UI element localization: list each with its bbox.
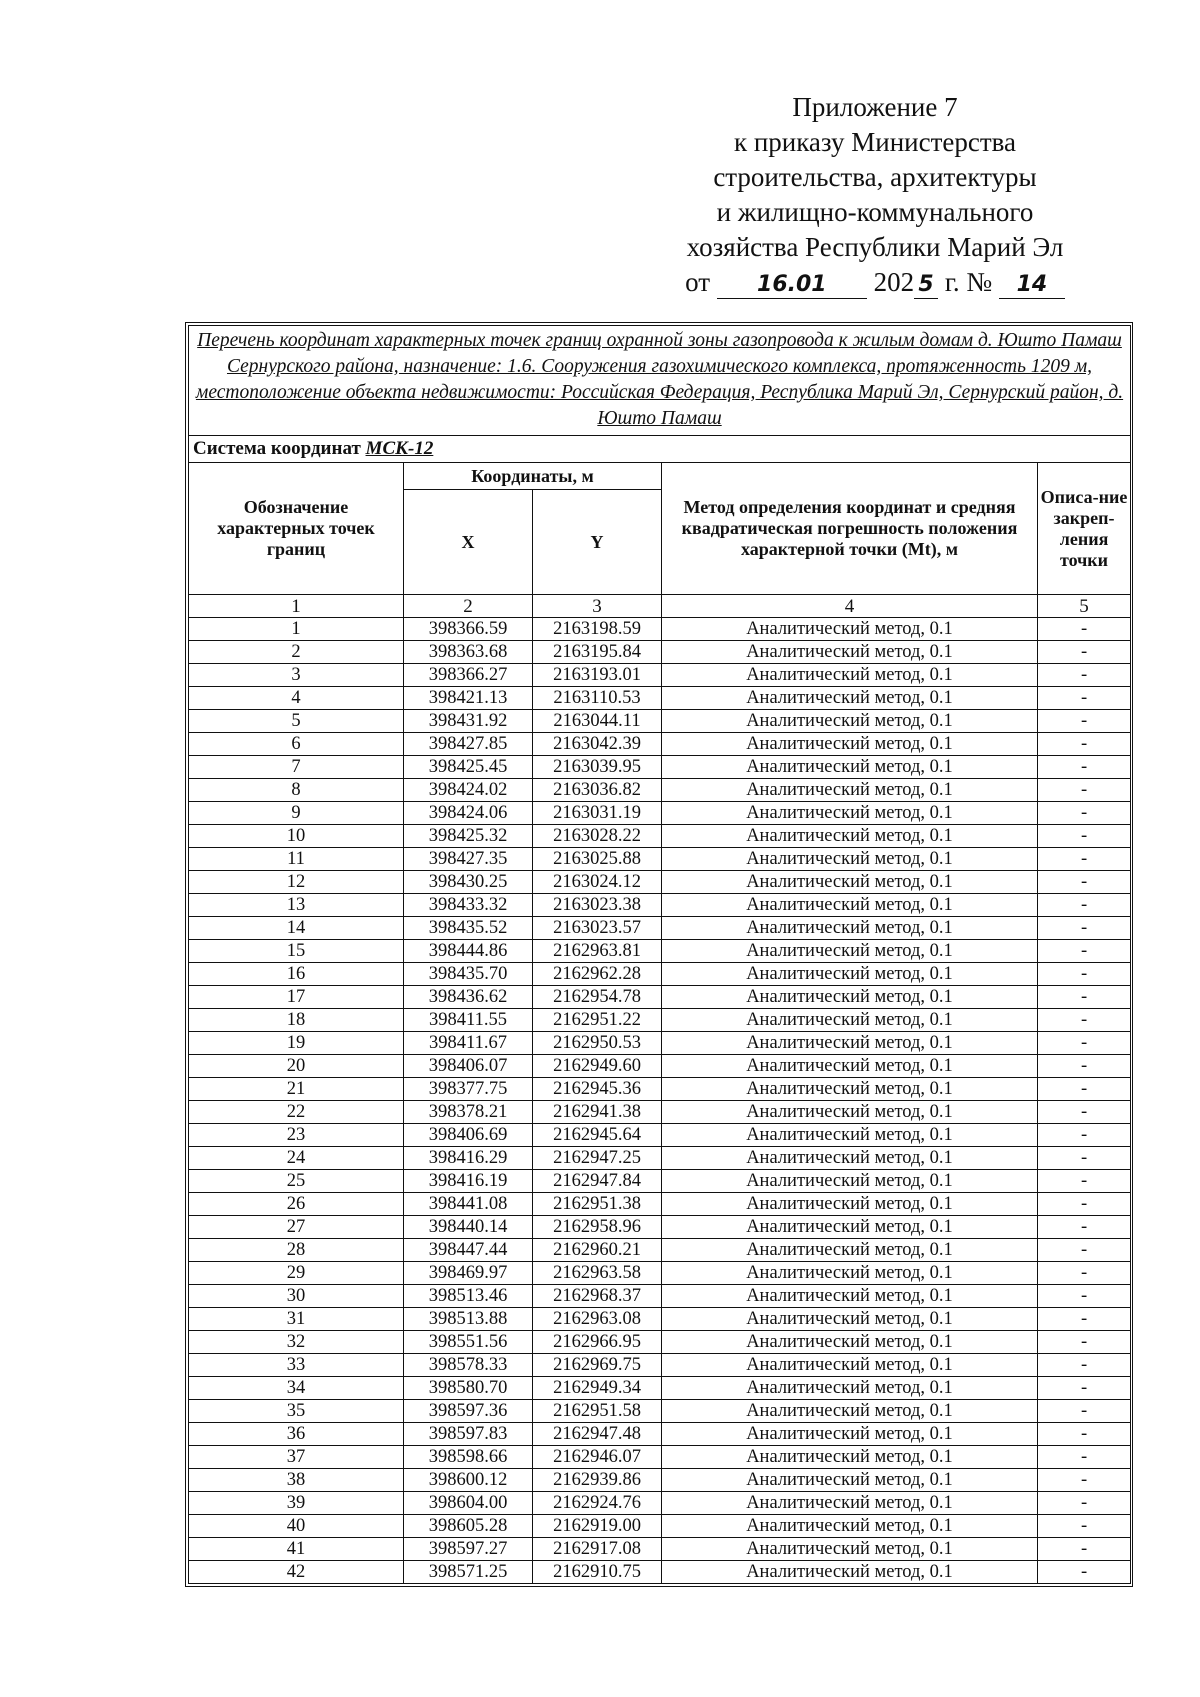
x-coordinate-cell: 398597.27 <box>404 1538 533 1561</box>
y-coordinate-cell: 2162945.36 <box>533 1078 662 1101</box>
method-cell: Аналитический метод, 0.1 <box>662 1400 1038 1423</box>
x-coordinate-cell: 398416.29 <box>404 1147 533 1170</box>
y-coordinate-cell: 2163024.12 <box>533 871 662 894</box>
column-number: 5 <box>1038 595 1131 618</box>
x-coordinate-cell: 398597.36 <box>404 1400 533 1423</box>
table-row <box>189 1561 1131 1584</box>
handwritten-year-digit: 5 <box>914 272 938 299</box>
coordinate-system-label: Система координат <box>193 438 361 459</box>
point-number-cell: 38 <box>189 1469 404 1492</box>
y-coordinate-cell: 2163193.01 <box>533 664 662 687</box>
method-cell: Аналитический метод, 0.1 <box>662 756 1038 779</box>
table-row <box>189 848 1131 871</box>
order-date-line <box>640 265 1110 300</box>
x-coordinate-cell: 398424.06 <box>404 802 533 825</box>
point-number-cell: 19 <box>189 1032 404 1055</box>
description-cell: - <box>1038 1262 1131 1285</box>
y-coordinate-cell: 2162947.84 <box>533 1170 662 1193</box>
description-cell: - <box>1038 664 1131 687</box>
y-coordinate-cell: 2162962.28 <box>533 963 662 986</box>
point-number-cell: 6 <box>189 733 404 756</box>
coordinate-system-value: МСК-12 <box>365 438 434 459</box>
x-coordinate-cell: 398430.25 <box>404 871 533 894</box>
point-number-cell: 28 <box>189 1239 404 1262</box>
x-coordinate-cell: 398551.56 <box>404 1331 533 1354</box>
description-cell: - <box>1038 1170 1131 1193</box>
y-coordinate-cell: 2162951.38 <box>533 1193 662 1216</box>
method-cell: Аналитический метод, 0.1 <box>662 1308 1038 1331</box>
header-line: и жилищно-коммунального <box>716 197 1034 227</box>
description-cell: - <box>1038 779 1131 802</box>
table-row <box>189 1147 1131 1170</box>
y-coordinate-cell: 2162939.86 <box>533 1469 662 1492</box>
x-coordinate-cell: 398435.70 <box>404 963 533 986</box>
table-row <box>189 1354 1131 1377</box>
point-number-cell: 37 <box>189 1446 404 1469</box>
point-number-cell: 12 <box>189 871 404 894</box>
point-number-cell: 32 <box>189 1331 404 1354</box>
table-row <box>189 710 1131 733</box>
x-coordinate-cell: 398604.00 <box>404 1492 533 1515</box>
description-cell: - <box>1038 756 1131 779</box>
description-cell: - <box>1038 1193 1131 1216</box>
x-coordinate-cell: 398406.69 <box>404 1124 533 1147</box>
x-coordinate-cell: 398571.25 <box>404 1561 533 1584</box>
description-cell: - <box>1038 733 1131 756</box>
method-cell: Аналитический метод, 0.1 <box>662 733 1038 756</box>
point-number-cell: 30 <box>189 1285 404 1308</box>
method-cell: Аналитический метод, 0.1 <box>662 894 1038 917</box>
description-cell: - <box>1038 1377 1131 1400</box>
x-coordinate-cell: 398433.32 <box>404 894 533 917</box>
method-cell: Аналитический метод, 0.1 <box>662 1285 1038 1308</box>
description-cell: - <box>1038 641 1131 664</box>
table-row <box>189 1515 1131 1538</box>
method-cell: Аналитический метод, 0.1 <box>662 641 1038 664</box>
x-coordinate-cell: 398377.75 <box>404 1078 533 1101</box>
description-cell: - <box>1038 986 1131 1009</box>
description-cell: - <box>1038 1469 1131 1492</box>
description-cell: - <box>1038 825 1131 848</box>
point-number-cell: 18 <box>189 1009 404 1032</box>
point-number-cell: 42 <box>189 1561 404 1584</box>
table-row <box>189 1032 1131 1055</box>
description-cell: - <box>1038 1124 1131 1147</box>
y-coordinate-cell: 2162951.22 <box>533 1009 662 1032</box>
point-number-cell: 8 <box>189 779 404 802</box>
x-coordinate-cell: 398435.52 <box>404 917 533 940</box>
x-coordinate-cell: 398436.62 <box>404 986 533 1009</box>
method-cell: Аналитический метод, 0.1 <box>662 802 1038 825</box>
y-coordinate-cell: 2162949.34 <box>533 1377 662 1400</box>
table-row <box>189 1055 1131 1078</box>
table-row <box>189 1285 1131 1308</box>
y-coordinate-cell: 2162947.25 <box>533 1147 662 1170</box>
x-coordinate-cell: 398411.67 <box>404 1032 533 1055</box>
point-number-cell: 2 <box>189 641 404 664</box>
column-number-row <box>189 595 1131 618</box>
y-coordinate-cell: 2162960.21 <box>533 1239 662 1262</box>
description-cell: - <box>1038 710 1131 733</box>
table-row <box>189 1124 1131 1147</box>
method-cell: Аналитический метод, 0.1 <box>662 848 1038 871</box>
y-coordinate-cell: 2163028.22 <box>533 825 662 848</box>
description-cell: - <box>1038 618 1131 641</box>
x-coordinate-cell: 398447.44 <box>404 1239 533 1262</box>
point-number-cell: 39 <box>189 1492 404 1515</box>
table-row <box>189 1078 1131 1101</box>
y-coordinate-cell: 2162968.37 <box>533 1285 662 1308</box>
point-number-cell: 41 <box>189 1538 404 1561</box>
table-row <box>189 1492 1131 1515</box>
table-row <box>189 1193 1131 1216</box>
point-number-cell: 36 <box>189 1423 404 1446</box>
point-number-cell: 25 <box>189 1170 404 1193</box>
point-number-cell: 3 <box>189 664 404 687</box>
x-coordinate-cell: 398366.27 <box>404 664 533 687</box>
description-cell: - <box>1038 1239 1131 1262</box>
description-cell: - <box>1038 871 1131 894</box>
method-cell: Аналитический метод, 0.1 <box>662 1469 1038 1492</box>
method-cell: Аналитический метод, 0.1 <box>662 779 1038 802</box>
method-cell: Аналитический метод, 0.1 <box>662 825 1038 848</box>
table-row <box>189 756 1131 779</box>
table-row <box>189 664 1131 687</box>
table-row <box>189 1423 1131 1446</box>
table-row <box>189 641 1131 664</box>
y-coordinate-cell: 2162949.60 <box>533 1055 662 1078</box>
description-cell: - <box>1038 963 1131 986</box>
x-coordinate-cell: 398440.14 <box>404 1216 533 1239</box>
point-number-cell: 21 <box>189 1078 404 1101</box>
x-coordinate-cell: 398366.59 <box>404 618 533 641</box>
column-header-y: Y <box>533 490 662 595</box>
point-number-cell: 1 <box>189 618 404 641</box>
x-coordinate-cell: 398444.86 <box>404 940 533 963</box>
column-header-point: Обозначение характерных точек границ <box>189 463 404 595</box>
table-row <box>189 1400 1131 1423</box>
point-number-cell: 29 <box>189 1262 404 1285</box>
table-row <box>189 1331 1131 1354</box>
appendix-title: Приложение 7 <box>792 92 958 122</box>
description-cell: - <box>1038 1446 1131 1469</box>
method-cell: Аналитический метод, 0.1 <box>662 871 1038 894</box>
method-cell: Аналитический метод, 0.1 <box>662 687 1038 710</box>
method-cell: Аналитический метод, 0.1 <box>662 940 1038 963</box>
description-cell: - <box>1038 1561 1131 1584</box>
table-row <box>189 1308 1131 1331</box>
x-coordinate-cell: 398378.21 <box>404 1101 533 1124</box>
table-row <box>189 779 1131 802</box>
coordinates-table-body <box>189 618 1131 1584</box>
coordinates-table-frame <box>185 322 1133 1587</box>
coordinate-system-row <box>189 436 1131 463</box>
y-coordinate-cell: 2163044.11 <box>533 710 662 733</box>
table-row <box>189 1469 1131 1492</box>
description-cell: - <box>1038 1032 1131 1055</box>
description-cell: - <box>1038 1308 1131 1331</box>
method-cell: Аналитический метод, 0.1 <box>662 1446 1038 1469</box>
x-coordinate-cell: 398513.46 <box>404 1285 533 1308</box>
table-row <box>189 986 1131 1009</box>
column-number: 3 <box>533 595 662 618</box>
method-cell: Аналитический метод, 0.1 <box>662 917 1038 940</box>
x-coordinate-cell: 398424.02 <box>404 779 533 802</box>
method-cell: Аналитический метод, 0.1 <box>662 1377 1038 1400</box>
method-cell: Аналитический метод, 0.1 <box>662 1032 1038 1055</box>
x-coordinate-cell: 398425.32 <box>404 825 533 848</box>
point-number-cell: 10 <box>189 825 404 848</box>
y-coordinate-cell: 2162924.76 <box>533 1492 662 1515</box>
method-cell: Аналитический метод, 0.1 <box>662 1124 1038 1147</box>
table-row <box>189 963 1131 986</box>
method-cell: Аналитический метод, 0.1 <box>662 1170 1038 1193</box>
table-row <box>189 1101 1131 1124</box>
point-number-cell: 26 <box>189 1193 404 1216</box>
table-row <box>189 1009 1131 1032</box>
description-cell: - <box>1038 1492 1131 1515</box>
point-number-cell: 15 <box>189 940 404 963</box>
point-number-cell: 16 <box>189 963 404 986</box>
table-row <box>189 733 1131 756</box>
x-coordinate-cell: 398363.68 <box>404 641 533 664</box>
method-cell: Аналитический метод, 0.1 <box>662 1009 1038 1032</box>
y-coordinate-cell: 2163110.53 <box>533 687 662 710</box>
method-cell: Аналитический метод, 0.1 <box>662 1262 1038 1285</box>
description-cell: - <box>1038 687 1131 710</box>
handwritten-date: 16.01 <box>717 272 867 299</box>
x-coordinate-cell: 398431.92 <box>404 710 533 733</box>
point-number-cell: 35 <box>189 1400 404 1423</box>
header-line: хозяйства Республики Марий Эл <box>686 232 1064 262</box>
method-cell: Аналитический метод, 0.1 <box>662 1354 1038 1377</box>
x-coordinate-cell: 398598.66 <box>404 1446 533 1469</box>
point-number-cell: 11 <box>189 848 404 871</box>
table-row <box>189 1216 1131 1239</box>
coordinates-table <box>188 325 1131 1584</box>
method-cell: Аналитический метод, 0.1 <box>662 1078 1038 1101</box>
x-coordinate-cell: 398441.08 <box>404 1193 533 1216</box>
point-number-cell: 20 <box>189 1055 404 1078</box>
x-coordinate-cell: 398427.85 <box>404 733 533 756</box>
method-cell: Аналитический метод, 0.1 <box>662 1193 1038 1216</box>
table-row <box>189 1377 1131 1400</box>
header-line: к приказу Министерства <box>733 127 1017 157</box>
method-cell: Аналитический метод, 0.1 <box>662 1538 1038 1561</box>
table-row <box>189 1538 1131 1561</box>
point-number-cell: 34 <box>189 1377 404 1400</box>
x-coordinate-cell: 398469.97 <box>404 1262 533 1285</box>
column-header-method: Метод определения координат и средняя квадратическая погрешность положения характерной точки (Mt), м <box>662 463 1038 595</box>
method-cell: Аналитический метод, 0.1 <box>662 710 1038 733</box>
y-coordinate-cell: 2162966.95 <box>533 1331 662 1354</box>
description-cell: - <box>1038 848 1131 871</box>
table-row <box>189 871 1131 894</box>
description-cell: - <box>1038 1101 1131 1124</box>
x-coordinate-cell: 398580.70 <box>404 1377 533 1400</box>
y-coordinate-cell: 2162917.08 <box>533 1538 662 1561</box>
description-cell: - <box>1038 1078 1131 1101</box>
method-cell: Аналитический метод, 0.1 <box>662 1216 1038 1239</box>
method-cell: Аналитический метод, 0.1 <box>662 1239 1038 1262</box>
x-coordinate-cell: 398421.13 <box>404 687 533 710</box>
table-title: Перечень координат характерных точек границ охранной зоны газопровода к жилым домам д. Юшто Памаш Сернурского района, назначение: 1.6. Сооружения газохимического комплекса, протяженность 1209 м, местоположение объекта недвижимости: Российская Федерация, Республика Марий Эл, Сернурский район, д. Юшто Памаш <box>189 326 1131 436</box>
method-cell: Аналитический метод, 0.1 <box>662 986 1038 1009</box>
method-cell: Аналитический метод, 0.1 <box>662 1561 1038 1584</box>
y-coordinate-cell: 2162941.38 <box>533 1101 662 1124</box>
method-cell: Аналитический метод, 0.1 <box>662 618 1038 641</box>
y-coordinate-cell: 2162919.00 <box>533 1515 662 1538</box>
x-coordinate-cell: 398578.33 <box>404 1354 533 1377</box>
x-coordinate-cell: 398416.19 <box>404 1170 533 1193</box>
method-cell: Аналитический метод, 0.1 <box>662 664 1038 687</box>
y-coordinate-cell: 2163198.59 <box>533 618 662 641</box>
method-cell: Аналитический метод, 0.1 <box>662 1515 1038 1538</box>
table-row <box>189 1262 1131 1285</box>
column-number: 2 <box>404 595 533 618</box>
x-coordinate-cell: 398427.35 <box>404 848 533 871</box>
y-coordinate-cell: 2162946.07 <box>533 1446 662 1469</box>
table-row <box>189 1239 1131 1262</box>
point-number-cell: 24 <box>189 1147 404 1170</box>
y-coordinate-cell: 2162958.96 <box>533 1216 662 1239</box>
table-row <box>189 917 1131 940</box>
y-coordinate-cell: 2163039.95 <box>533 756 662 779</box>
method-cell: Аналитический метод, 0.1 <box>662 1423 1038 1446</box>
x-coordinate-cell: 398425.45 <box>404 756 533 779</box>
column-header-x: X <box>404 490 533 595</box>
description-cell: - <box>1038 1331 1131 1354</box>
point-number-cell: 23 <box>189 1124 404 1147</box>
description-cell: - <box>1038 802 1131 825</box>
table-row <box>189 894 1131 917</box>
method-cell: Аналитический метод, 0.1 <box>662 1331 1038 1354</box>
point-number-cell: 5 <box>189 710 404 733</box>
y-coordinate-cell: 2162945.64 <box>533 1124 662 1147</box>
description-cell: - <box>1038 1285 1131 1308</box>
table-row <box>189 825 1131 848</box>
y-coordinate-cell: 2163042.39 <box>533 733 662 756</box>
point-number-cell: 40 <box>189 1515 404 1538</box>
description-cell: - <box>1038 917 1131 940</box>
point-number-cell: 31 <box>189 1308 404 1331</box>
y-coordinate-cell: 2162910.75 <box>533 1561 662 1584</box>
x-coordinate-cell: 398600.12 <box>404 1469 533 1492</box>
y-coordinate-cell: 2163023.38 <box>533 894 662 917</box>
from-label: от <box>685 267 711 297</box>
description-cell: - <box>1038 1423 1131 1446</box>
year-suffix: г. № <box>944 267 993 297</box>
y-coordinate-cell: 2163023.57 <box>533 917 662 940</box>
point-number-cell: 33 <box>189 1354 404 1377</box>
method-cell: Аналитический метод, 0.1 <box>662 963 1038 986</box>
column-header-description: Описа-ние закреп-ления точки <box>1038 463 1131 595</box>
point-number-cell: 4 <box>189 687 404 710</box>
column-number: 4 <box>662 595 1038 618</box>
point-number-cell: 13 <box>189 894 404 917</box>
handwritten-order-number: 14 <box>999 272 1065 299</box>
y-coordinate-cell: 2163036.82 <box>533 779 662 802</box>
y-coordinate-cell: 2162963.58 <box>533 1262 662 1285</box>
y-coordinate-cell: 2162947.48 <box>533 1423 662 1446</box>
point-number-cell: 22 <box>189 1101 404 1124</box>
point-number-cell: 27 <box>189 1216 404 1239</box>
table-row <box>189 618 1131 641</box>
description-cell: - <box>1038 940 1131 963</box>
description-cell: - <box>1038 1400 1131 1423</box>
y-coordinate-cell: 2162963.81 <box>533 940 662 963</box>
description-cell: - <box>1038 1354 1131 1377</box>
x-coordinate-cell: 398513.88 <box>404 1308 533 1331</box>
x-coordinate-cell: 398597.83 <box>404 1423 533 1446</box>
description-cell: - <box>1038 1147 1131 1170</box>
x-coordinate-cell: 398406.07 <box>404 1055 533 1078</box>
method-cell: Аналитический метод, 0.1 <box>662 1492 1038 1515</box>
header-line: строительства, архитектуры <box>713 162 1037 192</box>
column-number: 1 <box>189 595 404 618</box>
document-header <box>640 90 1110 300</box>
x-coordinate-cell: 398605.28 <box>404 1515 533 1538</box>
point-number-cell: 9 <box>189 802 404 825</box>
table-row <box>189 940 1131 963</box>
y-coordinate-cell: 2163031.19 <box>533 802 662 825</box>
table-row <box>189 1446 1131 1469</box>
table-row <box>189 1170 1131 1193</box>
y-coordinate-cell: 2162954.78 <box>533 986 662 1009</box>
point-number-cell: 14 <box>189 917 404 940</box>
method-cell: Аналитический метод, 0.1 <box>662 1055 1038 1078</box>
y-coordinate-cell: 2163195.84 <box>533 641 662 664</box>
x-coordinate-cell: 398411.55 <box>404 1009 533 1032</box>
year-prefix: 202 <box>873 267 915 297</box>
description-cell: - <box>1038 894 1131 917</box>
description-cell: - <box>1038 1538 1131 1561</box>
description-cell: - <box>1038 1009 1131 1032</box>
column-header-coordinates: Координаты, м <box>404 463 662 490</box>
point-number-cell: 7 <box>189 756 404 779</box>
y-coordinate-cell: 2163025.88 <box>533 848 662 871</box>
y-coordinate-cell: 2162963.08 <box>533 1308 662 1331</box>
table-row <box>189 802 1131 825</box>
method-cell: Аналитический метод, 0.1 <box>662 1101 1038 1124</box>
y-coordinate-cell: 2162951.58 <box>533 1400 662 1423</box>
description-cell: - <box>1038 1055 1131 1078</box>
description-cell: - <box>1038 1515 1131 1538</box>
point-number-cell: 17 <box>189 986 404 1009</box>
description-cell: - <box>1038 1216 1131 1239</box>
table-row <box>189 687 1131 710</box>
y-coordinate-cell: 2162950.53 <box>533 1032 662 1055</box>
method-cell: Аналитический метод, 0.1 <box>662 1147 1038 1170</box>
y-coordinate-cell: 2162969.75 <box>533 1354 662 1377</box>
